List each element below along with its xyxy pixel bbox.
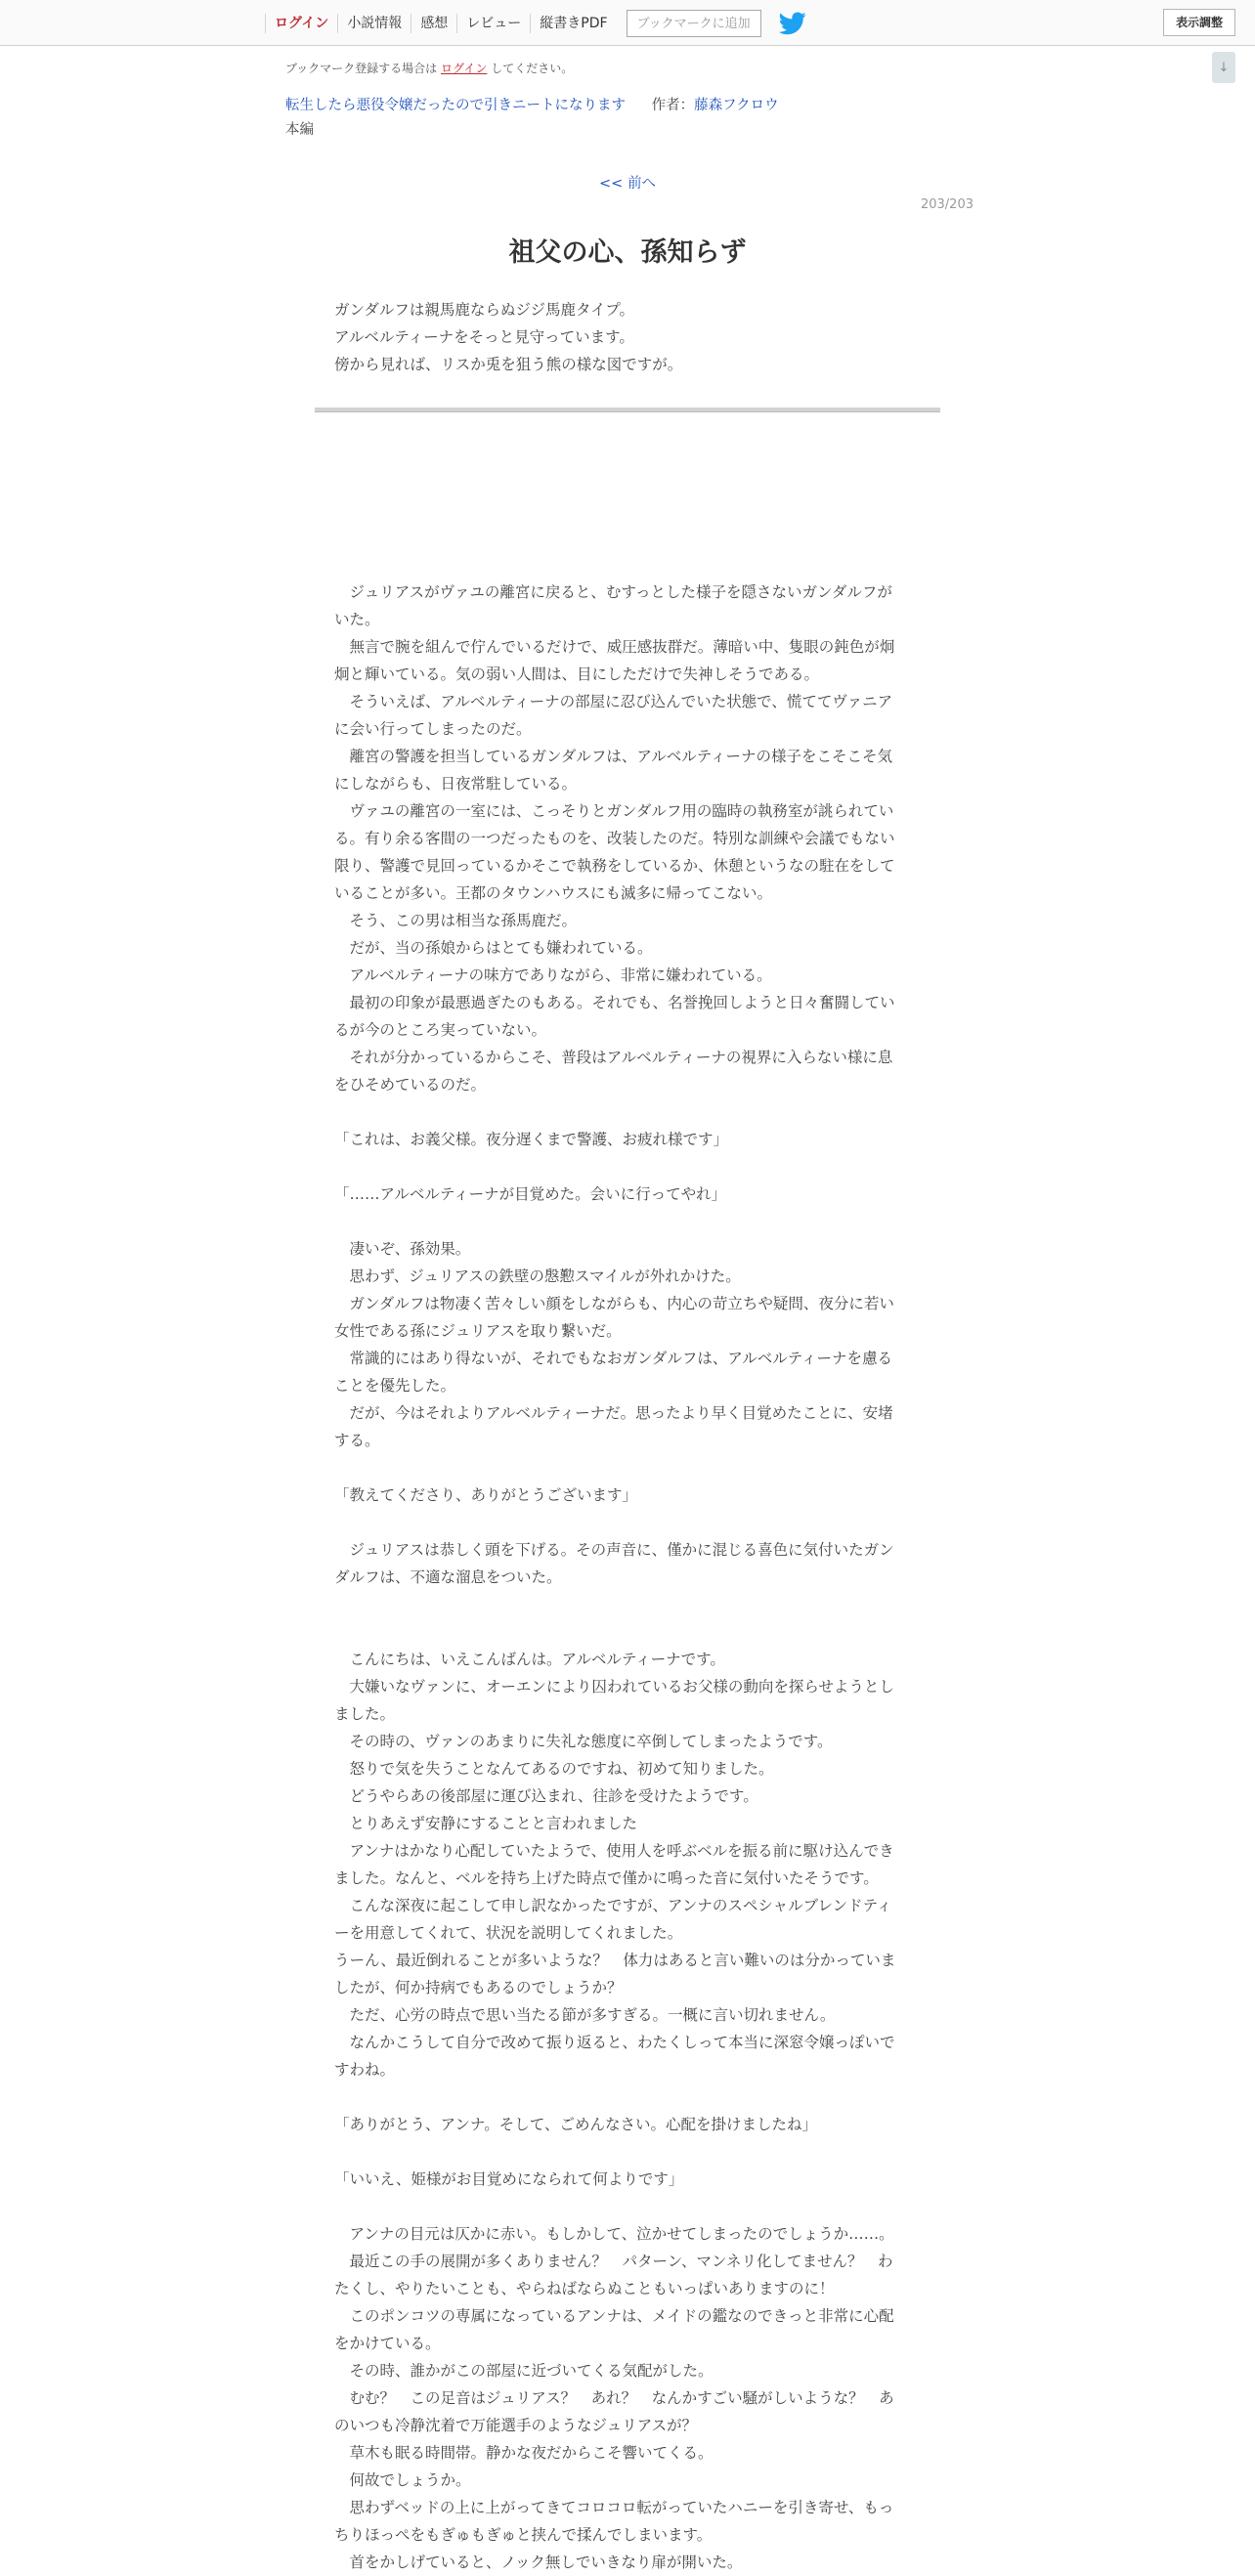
body-line: ただ、心労の時点で思い当たる節が多すぎる。一概に言い切れません。 [334,2006,836,2024]
body-line: ヴァユの離宮の一室には、こっそりとガンダルフ用の臨時の執務室が誂られてい [334,802,894,820]
body-line: こんにちは、いえこんばんは。アルベルティーナです。 [334,1651,725,1668]
body-line: うーん、最近倒れることが多いような？ 体力はあると言い難いのは分かっていま [334,1952,896,1969]
body-line: このポンコツの専属になっているアンナは、メイドの鑑なのできっと非常に心配 [334,2307,894,2325]
body-line: そう、この男は相当な孫馬鹿だ。 [334,912,578,929]
body-line [334,2193,921,2220]
body-line: 何故でしょうか。 [334,2471,471,2489]
novel-title-link[interactable]: 転生したら悪役令嬢だったので引きニートになります [285,98,626,113]
page-count: 203/203 [920,197,974,212]
body-line [334,2138,921,2166]
preface [334,296,921,378]
author-link[interactable]: 藤森フクロウ [694,98,779,113]
body-line: ことを優先した。 [334,1377,456,1395]
body-line: なんかこうして自分で改めて振り返ると、わたくしって本当に深窓令嬢っぽいで [334,2034,895,2051]
body-line: こんな深夜に起こして申し訳なかったですが、アンナのスペシャルブレンドティ [334,1897,892,1914]
bookmark-notice-suffix: してください。 [491,62,574,75]
nav-review[interactable]: レビュー [456,14,530,33]
body-line: それが分かっているからこそ、普段はアルベルティーナの視界に入らない様に息 [334,1049,893,1066]
body-line [334,1098,921,1126]
body-line: 「いいえ、姫様がお目覚めになられて何よりです」 [334,2170,684,2188]
body-line [334,2083,921,2111]
display-settings-button[interactable]: 表示調整 [1163,9,1235,36]
prev-nav [0,172,1255,193]
nav-login[interactable]: ログイン [265,14,337,33]
body-line: るが今のところ実っていない。 [334,1021,547,1039]
novel-body [334,496,921,2576]
body-line: だが、当の孫娘からはとても嫌われている。 [334,939,653,957]
body-line [334,524,921,551]
body-line: アルベルティーナの味方でありながら、非常に嫌われている。 [334,966,772,984]
body-line [334,551,921,579]
body-line: 草木も眠る時間帯。静かな夜だからこそ響いてくる。 [334,2444,714,2462]
body-line: ダルフは、不適な溜息をついた。 [334,1568,562,1586]
body-line: したが、何か持病でもあるのでしょうか？ [334,1979,623,1996]
body-line: にしながらも、日夜常駐している。 [334,775,578,793]
body-line: 怒りで気を失うことなんてあるのですね、初めて知りました。 [334,1760,774,1778]
body-line [334,1153,921,1181]
nav-novel-info[interactable]: 小説情報 [337,14,411,33]
body-line: のいつも冷静沈着で万能選手のようなジュリアスが？ [334,2417,698,2434]
preface-line: ガンダルフは親馬鹿ならぬジジ馬鹿タイプ。 [334,301,634,319]
body-line: 思わずベッドの上に上がってきてコロコロ転がっていたハニーを引き寄せ、もっ [334,2499,894,2516]
preface-divider [315,408,940,412]
body-line: ちりほっぺをもぎゅもぎゅと挟んで揉んでしまいます。 [334,2526,713,2544]
body-line: いることが多い。王都のタウンハウスにも滅多に帰ってこない。 [334,884,772,902]
chapter-label: 本編 [285,122,314,138]
body-line: 大嫌いなヴァンに、オーエンにより囚われているお父様の動向を探らせようとし [334,1678,894,1696]
body-line: ました。なんと、ベルを持ち上げた時点で僅かに鳴った音に気付いたそうです。 [334,1869,879,1887]
body-line: 限り、警護で見回っているかそこで執務をしているか、休憩というなの駐在をして [334,857,895,875]
body-line: 「教えてくださり、ありがとうございます」 [334,1486,638,1504]
body-line: 離宮の警護を担当しているガンダルフは、アルベルティーナの様子をこそこそ気 [334,748,893,765]
body-line: アンナはかなり心配していたようで、使用人を呼ぶベルを振る前に駆け込んでき [334,1842,894,1860]
body-line: むむ？ この足音はジュリアス？ あれ？ なんかすごい騒がしいような？ あ [334,2389,894,2407]
preface-line: アルベルティーナをそっと見守っています。 [334,328,634,346]
body-line [334,1509,921,1536]
body-line: とりあえず安静にすることと言われました [334,1815,638,1832]
main-nav [265,0,806,46]
body-line: 最初の印象が最悪過ぎたのもある。それでも、名誉挽回しようと日々奮闘してい [334,994,895,1011]
body-line: する。 [334,1432,380,1449]
body-line: 炯と輝いている。気の弱い人間は、目にしただけで失神しそうである。 [334,665,820,683]
twitter-icon[interactable] [779,12,806,35]
nav-impressions[interactable]: 感想 [411,14,456,33]
body-line: そういえば、アルベルティーナの部屋に忍び込んでいた状態で、慌ててヴァニア [334,693,893,710]
body-line: アンナの目元は仄かに赤い。もしかして、泣かせてしまったのでしょうか……。 [334,2225,894,2243]
scroll-down-button[interactable]: ↓ [1212,52,1235,83]
body-line: どうやらあの後部屋に運び込まれ、往診を受けたようです。 [334,1787,758,1805]
body-line: その時、誰かがこの部屋に近づいてくる気配がした。 [334,2362,714,2380]
body-line: 「これは、お義父様。夜分遅くまで警護、お疲れ様です」 [334,1131,729,1148]
body-line: に会い行ってしまったのだ。 [334,720,532,738]
body-line: 無言で腕を組んで佇んでいるだけで、威圧感抜群だ。薄暗い中、隻眼の鈍色が炯 [334,638,895,656]
episode-title: 祖父の心、孫知らず [508,237,747,268]
body-line: る。有り余る客間の一つだったものを、改装したのだ。特別な訓練や会議でもない [334,830,895,847]
body-line: 「……アルベルティーナが目覚めた。会いに行ってやれ」 [334,1185,727,1203]
body-line: ました。 [334,1705,396,1723]
bookmark-login-link[interactable]: ログイン [441,62,488,75]
body-line: 常識的にはあり得ないが、それでもなおガンダルフは、アルベルティーナを慮る [334,1350,893,1367]
top-navigation-bar [0,0,1255,46]
body-line [334,1454,921,1481]
body-line: ガンダルフは物凄く苦々しい顔をしながらも、内心の苛立ちや疑問、夜分に若い [334,1295,894,1312]
body-line: だが、今はそれよりアルベルティーナだ。思ったより早く目覚めたことに、安堵 [334,1404,893,1422]
body-line: ーを用意してくれて、状況を説明してくれました。 [334,1924,683,1942]
body-line: たくし、やりたいことも、やらねばならぬこともいっぱいありますのに！ [334,2280,835,2297]
body-line: 思わず、ジュリアスの鉄壁の慇懃スマイルが外れかけた。 [334,1267,741,1285]
body-line: いた。 [334,611,380,628]
body-line: ジュリアスがヴァユの離宮に戻ると、むすっとした様子を隠さないガンダルフが [334,583,892,601]
nav-vertical-pdf[interactable]: 縦書きPDF [530,14,616,33]
body-line: 凄いぞ、孫効果。 [334,1240,471,1258]
body-line: をひそめているのだ。 [334,1076,487,1094]
body-line: 「ありがとう、アンナ。そして、ごめんなさい。心配を掛けましたね」 [334,2116,817,2133]
body-line: その時の、ヴァンのあまりに失礼な態度に卒倒してしまったようです。 [334,1733,833,1750]
body-line: 首をかしげていると、ノック無しでいきなり扉が開いた。 [334,2554,743,2571]
body-line: ジュリアスは恭しく頭を下げる。その声音に、僅かに混じる喜色に気付いたガン [334,1541,894,1559]
add-bookmark-button[interactable]: ブックマークに追加 [627,10,761,37]
body-line [334,1618,921,1646]
prev-page-link[interactable]: << 前へ [599,176,656,192]
body-line: すわね。 [334,2061,396,2079]
body-line [334,496,921,524]
body-line: をかけている。 [334,2335,441,2352]
body-line [334,1591,921,1618]
preface-line: 傍から見れば、リスか兎を狙う熊の様な図ですが。 [334,356,683,373]
bookmark-notice-prefix: ブックマーク登録する場合は [285,62,438,75]
body-line: 女性である孫にジュリアスを取り繋いだ。 [334,1322,622,1340]
bookmark-notice [285,60,573,76]
body-line [334,1208,921,1235]
novel-info-line [285,94,779,114]
body-line: 最近この手の展開が多くありません？ パターン、マンネリ化してません？ わ [334,2253,893,2270]
author-label: 作者： [651,98,695,113]
